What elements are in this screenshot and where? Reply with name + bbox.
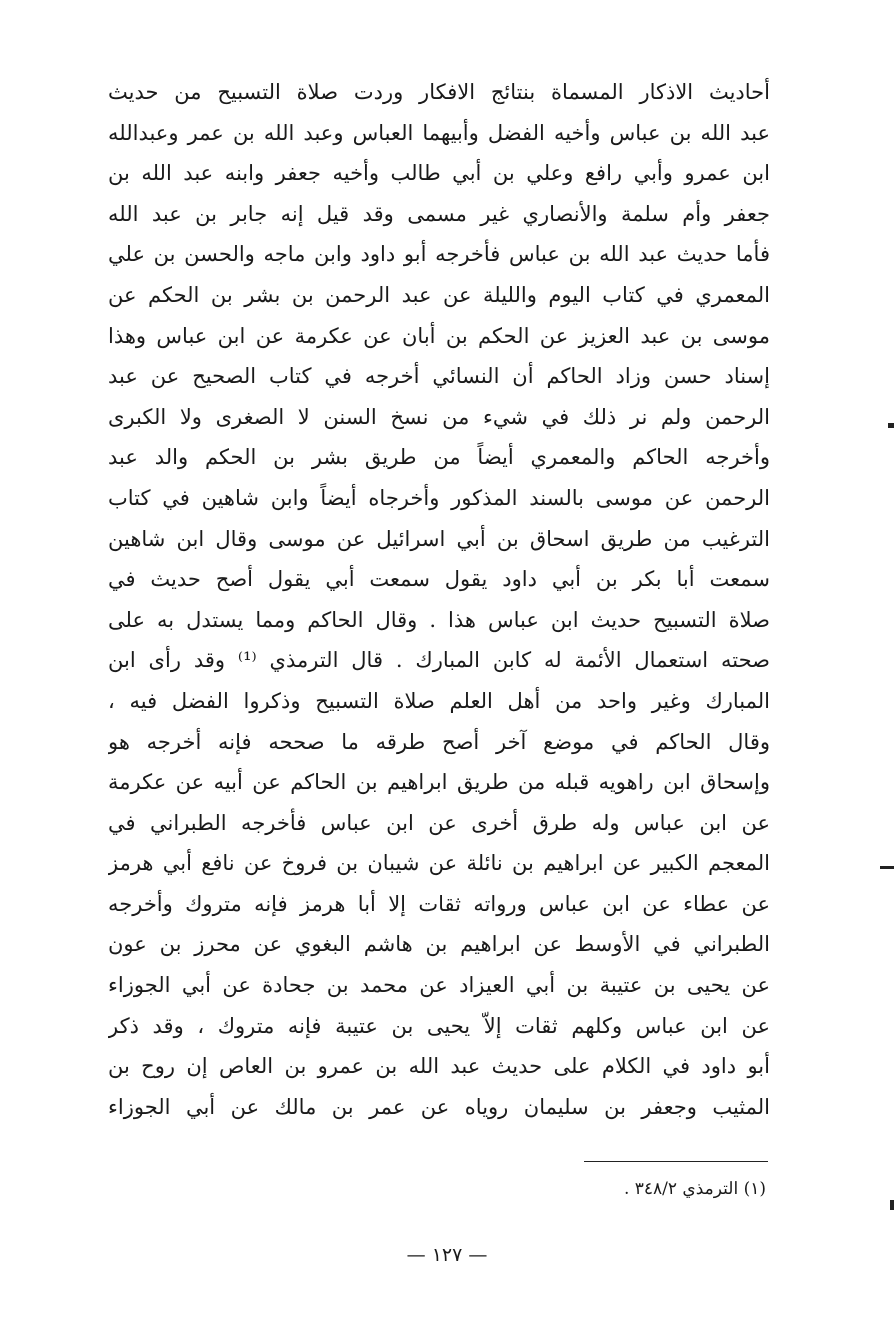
text-line: وقال الحاكم في موضع آخر أصح طرقه ما صححه فإنه أخرجه هو (108, 729, 770, 754)
page-number: — ١٢٧ — (406, 1244, 488, 1266)
text-line: عبد الله بن عباس وأخيه الفضل وأبيهما العباس وعبد الله بن عمر وعبدالله (108, 120, 770, 145)
text-line: الطبراني في الأوسط عن ابراهيم بن هاشم البغوي عن محرز بن عون (108, 932, 770, 957)
text-line: ابن عمرو وأبي رافع وعلي بن أبي طالب وأخيه جعفر وابنه عبد الله بن (108, 161, 770, 186)
text-line: المعمري في كتاب اليوم والليلة عن عبد الرحمن بن بشر بن الحكم عن (108, 282, 770, 307)
text-line: عن ابن عباس وله طرق أخرى عن ابن عباس فأخرجه الطبراني في (108, 810, 770, 835)
text-line: موسى بن عبد العزيز عن الحكم بن أبان عن عكرمة عن ابن عباس وهذا (108, 323, 770, 348)
text-line: المثيب وجعفر بن سليمان روياه عن عمر بن مالك عن أبي الجوزاء (108, 1094, 770, 1119)
text-line: الترغيب من طريق اسحاق بن أبي اسرائيل عن موسى وقال ابن شاهين (108, 526, 770, 551)
text-line: سمعت أبا بكر بن أبي داود يقول سمعت أبي يقول أصح حديث في (108, 567, 770, 592)
text-line: صحته استعمال الأئمة له كابن المبارك . قال الترمذي ⁽¹⁾ وقد رأى ابن (108, 648, 770, 673)
body-text (108, 72, 770, 1127)
footnote: (١) الترمذي ٣٤٨/٢ . (623, 1179, 766, 1199)
footnote-divider (584, 1161, 768, 1162)
text-line: صلاة التسبيح حديث ابن عباس هذا . وقال الحاكم ومما يستدل به على (108, 607, 770, 632)
text-line: وأخرجه الحاكم والمعمري أيضاً من طريق بشر بن الحكم والد عبد (108, 445, 770, 470)
text-line: عن ابن عباس وكلهم ثقات إلاّ يحيى بن عتيبة فإنه متروك ، وقد ذكر (108, 1013, 770, 1038)
text-line: إسناد حسن وزاد الحاكم أن النسائي أخرجه في كتاب الصحيح عن عبد (108, 364, 770, 389)
text-line: الرحمن ولم نر ذلك في شيء من نسخ السنن لا الصغرى ولا الكبرى (108, 404, 770, 429)
text-line: أبو داود في الكلام على حديث عبد الله بن عمرو بن العاص إن روح بن (108, 1054, 770, 1079)
text-line: وإسحاق ابن راهويه قبله من طريق ابراهيم بن الحاكم عن أبيه عن عكرمة (108, 770, 770, 795)
text-line: فأما حديث عبد الله بن عباس فأخرجه أبو داود وابن ماجه والحسن بن علي (108, 242, 770, 267)
text-line: جعفر وأم سلمة والأنصاري غير مسمى وقد قيل إنه جابر بن عبد الله (108, 201, 770, 226)
text-line: الرحمن عن موسى بالسند المذكور وأخرجاه أيضاً وابن شاهين في كتاب (108, 485, 770, 510)
text-line: المبارك وغير واحد من أهل العلم صلاة التسبيح وذكروا الفضل فيه ، (108, 688, 770, 713)
text-line: عن عطاء عن ابن عباس ورواته ثقات إلا أبا هرمز فإنه متروك وأخرجه (108, 891, 770, 916)
scan-edge-mark (890, 1200, 894, 1210)
scan-edge-mark (880, 866, 894, 869)
text-line: المعجم الكبير عن ابراهيم بن نائلة عن شيبان بن فروخ عن نافع أبي هرمز (108, 851, 770, 876)
scan-edge-mark (888, 423, 894, 428)
text-line: عن يحيى بن عتيبة بن أبي العيزاد عن محمد بن جحادة عن أبي الجوزاء (108, 973, 770, 998)
text-line: أحاديث الاذكار المسماة بنتائج الافكار وردت صلاة التسبيح من حديث (108, 80, 770, 104)
